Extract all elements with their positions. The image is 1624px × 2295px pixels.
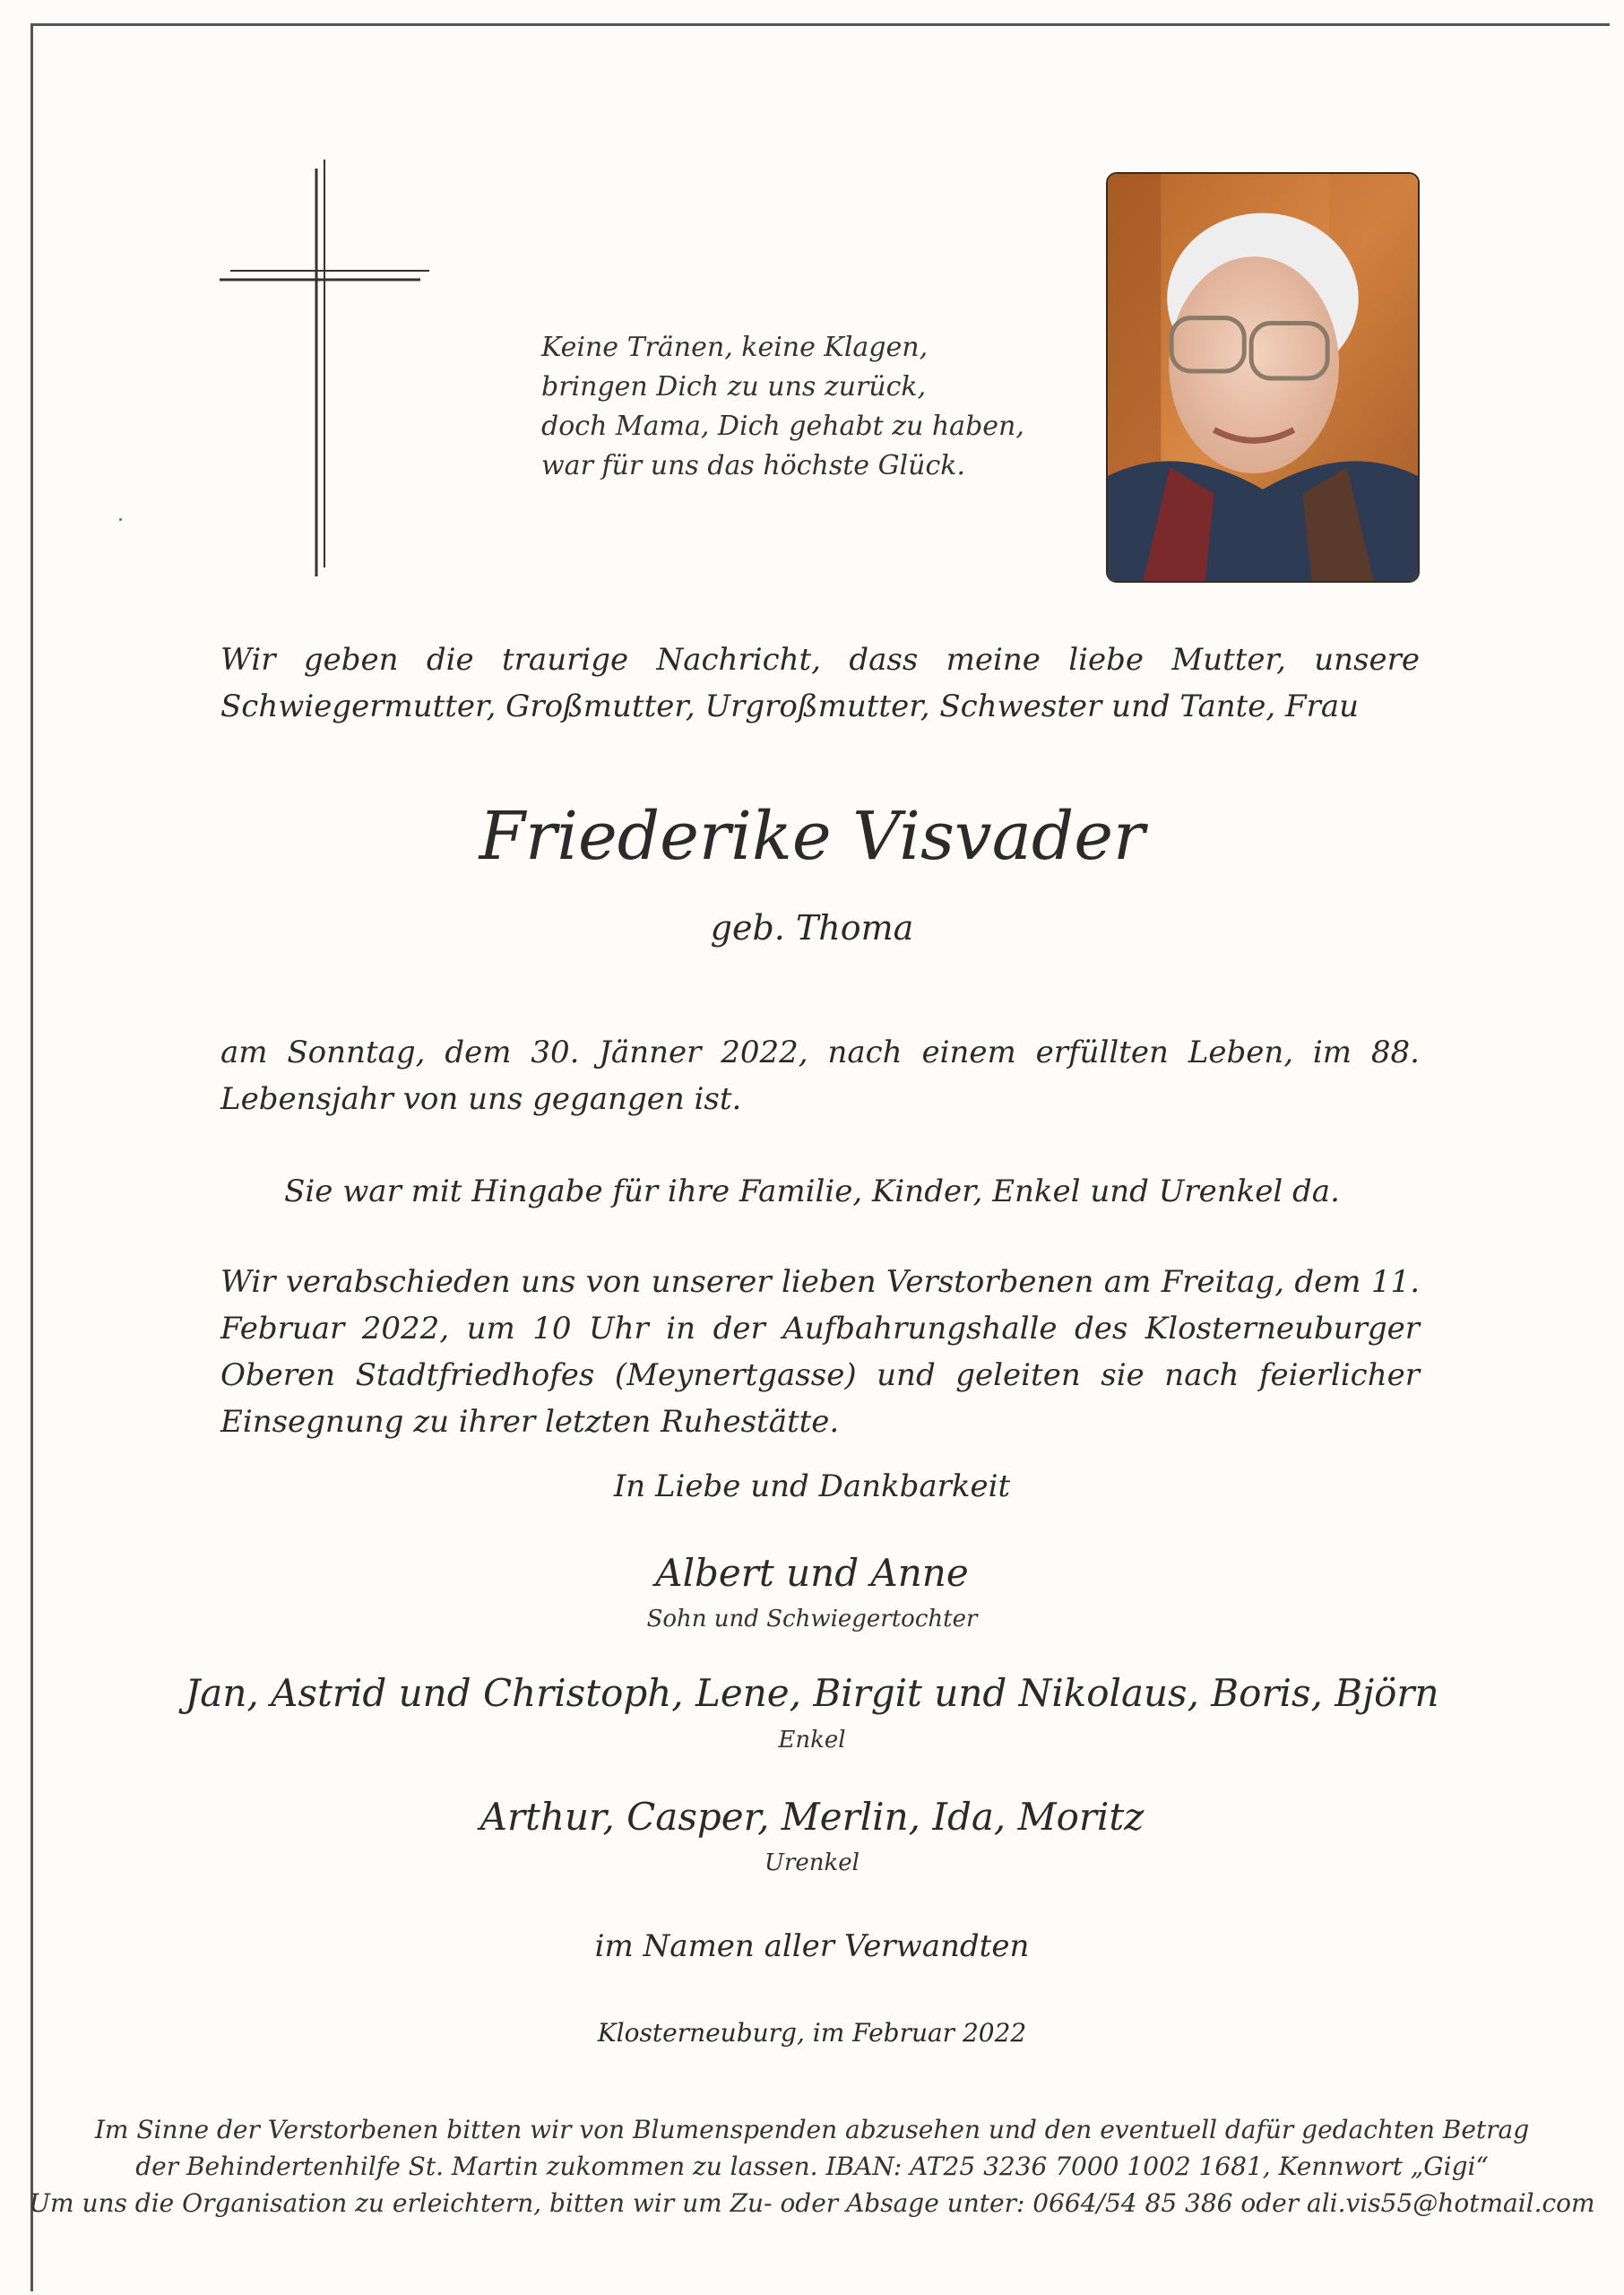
mourner-names: Jan, Astrid und Christoph, Lene, Birgit und Nikolaus, Boris, Björn	[185, 1671, 1439, 1715]
mourner-role: Sohn und Schwiegertochter	[646, 1606, 978, 1632]
footer-note	[0, 2111, 1624, 2221]
mourner-names: Albert und Anne	[655, 1551, 969, 1595]
relatives-line: im Namen aller Verwandten	[594, 1928, 1030, 1964]
verse-line: bringen Dich zu uns zurück,	[541, 371, 927, 403]
mourner-role: Urenkel	[764, 1849, 860, 1876]
memorial-verse	[541, 328, 1024, 486]
footer-line: der Behindertenhilfe St. Martin zukommen zu lassen. IBAN: AT25 3236 7000 1002 1681, Kennwort „Gigi“	[135, 2152, 1489, 2181]
closing-line: In Liebe und Dankbarkeit	[613, 1468, 1011, 1504]
footer-line: Um uns die Organisation zu erleichtern, bitten wir um Zu- oder Absage unter: 0664/54 85 386 oder ali.vis55@hotmail.com	[29, 2188, 1595, 2218]
scan-speck	[119, 518, 122, 521]
verse-line: Keine Tränen, keine Klagen,	[541, 332, 929, 363]
mourner-names: Arthur, Casper, Merlin, Ida, Moritz	[479, 1795, 1145, 1839]
deceased-name: Friederike Visvader	[479, 798, 1145, 875]
announcement-intro: Wir geben die traurige Nachricht, dass meine liebe Mutter, unsere Schwiegermutter, Großmutter, Urgroßmutter, Schwester und Tante, Frau	[220, 642, 1420, 724]
dedication-text: Sie war mit Hingabe für ihre Familie, Kinder, Enkel und Urenkel da.	[284, 1173, 1340, 1209]
maiden-name: geb. Thoma	[710, 908, 914, 948]
place-date: Klosterneuburg, im Februar 2022	[597, 2018, 1027, 2048]
funeral-details: Wir verabschieden uns von unserer lieben Verstorbenen am Freitag, dem 11. Februar 2022, um 10 Uhr in der Aufbahrungshalle des Klosterneuburger Oberen Stadtfriedhofes (Meynertgasse) und geleiten sie nach feierlicher Einsegnung zu ihrer letzten Ruhestätte.	[220, 1264, 1420, 1440]
passing-text: am Sonntag, dem 30. Jänner 2022, nach einem erfüllten Leben, im 88. Lebensjahr von uns gegangen ist.	[220, 1035, 1420, 1117]
footer-line: Im Sinne der Verstorbenen bitten wir von Blumenspenden abzusehen und den eventuell dafür gedachten Betrag	[94, 2115, 1530, 2144]
cross-icon	[220, 160, 435, 581]
portrait-photo	[1106, 172, 1420, 583]
verse-line: doch Mama, Dich gehabt zu haben,	[541, 411, 1024, 442]
verse-line: war für uns das höchste Glück.	[541, 450, 965, 481]
mourner-role: Enkel	[778, 1727, 846, 1754]
